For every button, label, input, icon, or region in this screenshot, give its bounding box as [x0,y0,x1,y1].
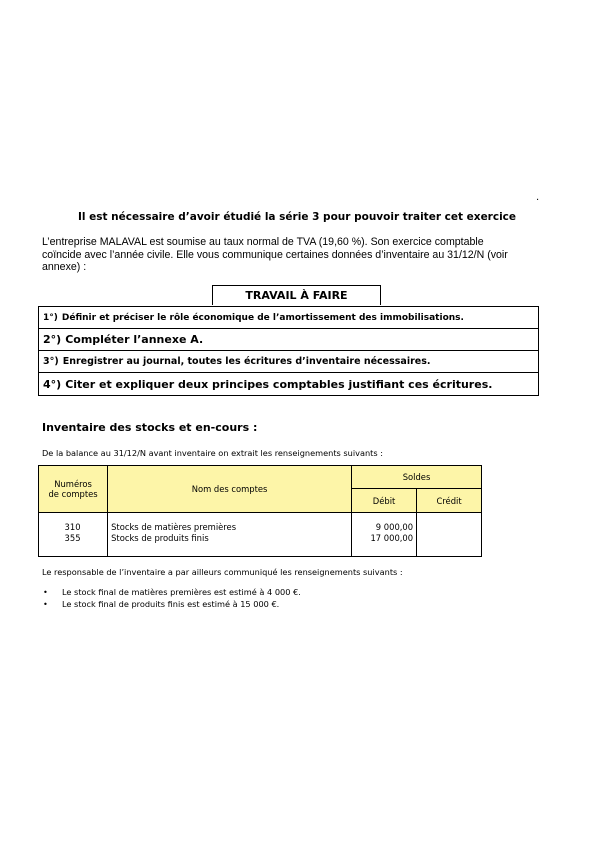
col-header-num-line: de comptes [48,489,98,499]
task-cell [39,351,539,373]
col-header-name: Nom des comptes [108,466,352,513]
list-item [42,598,301,610]
task-text: Citer et expliquer deux principes comptables justifiant ces écritures. [65,377,493,391]
col-header-num-line: Numéros [54,479,92,489]
bullet-list [42,586,301,610]
section-title: Inventaire des stocks et en-cours : [42,421,258,434]
intro-line: L’entreprise MALAVAL est soumise au taux normal de TVA (19,60 %). Son exercice comptable [42,236,484,248]
account-name: Stocks de matières premières [111,522,237,532]
intro-line: annexe) : [42,261,87,274]
task-text: Compléter l’annexe A. [65,333,204,346]
task-text: Enregistrer au journal, toutes les écritures d’inventaire nécessaires. [62,356,431,367]
debit-value: 9 000,00 [375,522,414,532]
task-row [39,373,539,396]
col-header-debit: Débit [352,489,417,513]
task-row [39,307,539,329]
debit-value: 17 000,00 [370,533,414,543]
list-item [42,586,301,598]
account-number: 355 [64,533,81,543]
travail-header: TRAVAIL À FAIRE [212,285,381,305]
balance-text: De la balance au 31/12/N avant inventaire on extrait les renseignements suivants : [42,448,384,458]
cell-credits [417,513,482,557]
task-row [39,329,539,351]
task-text: Définir et préciser le rôle économique de l’amortissement des immobilisations. [61,312,464,323]
col-header-credit: Crédit [417,489,482,513]
task-number: 1°) [43,312,58,323]
intro-paragraph [42,236,552,274]
table-header-row [39,466,482,489]
account-number: 310 [64,522,81,532]
task-number: 3°) [43,356,59,367]
task-row [39,351,539,373]
task-number: 2°) [43,333,62,346]
table-body-row [39,513,482,557]
task-cell [39,329,539,351]
task-cell [39,373,539,396]
cell-account-names [108,513,352,557]
task-cell [39,307,539,329]
tasks-table [38,306,539,396]
task-number: 4°) [43,377,62,391]
list-item-text: Le stock final de produits finis est estimé à 15 000 €. [62,599,280,609]
account-name: Stocks de produits finis [111,533,209,543]
responsable-text: Le responsable de l’inventaire a par ailleurs communiqué les renseignements suivants : [42,567,403,577]
list-item-text: Le stock final de matières premières est estimé à 4 000 €. [62,587,301,597]
col-header-num [39,466,108,513]
bullet-icon: • [43,587,48,597]
cell-debits [352,513,417,557]
bullet-icon: • [43,599,48,609]
stock-table [38,465,482,557]
corner-mark: . [536,192,540,203]
page-title: Il est nécessaire d’avoir étudié la série 3 pour pouvoir traiter cet exercice [77,211,517,223]
intro-line: coïncide avec l’année civile. Elle vous communique certaines données d’inventaire au 31/12/N (voir [42,248,508,261]
col-header-soldes: Soldes [352,466,482,489]
cell-account-numbers [39,513,108,557]
